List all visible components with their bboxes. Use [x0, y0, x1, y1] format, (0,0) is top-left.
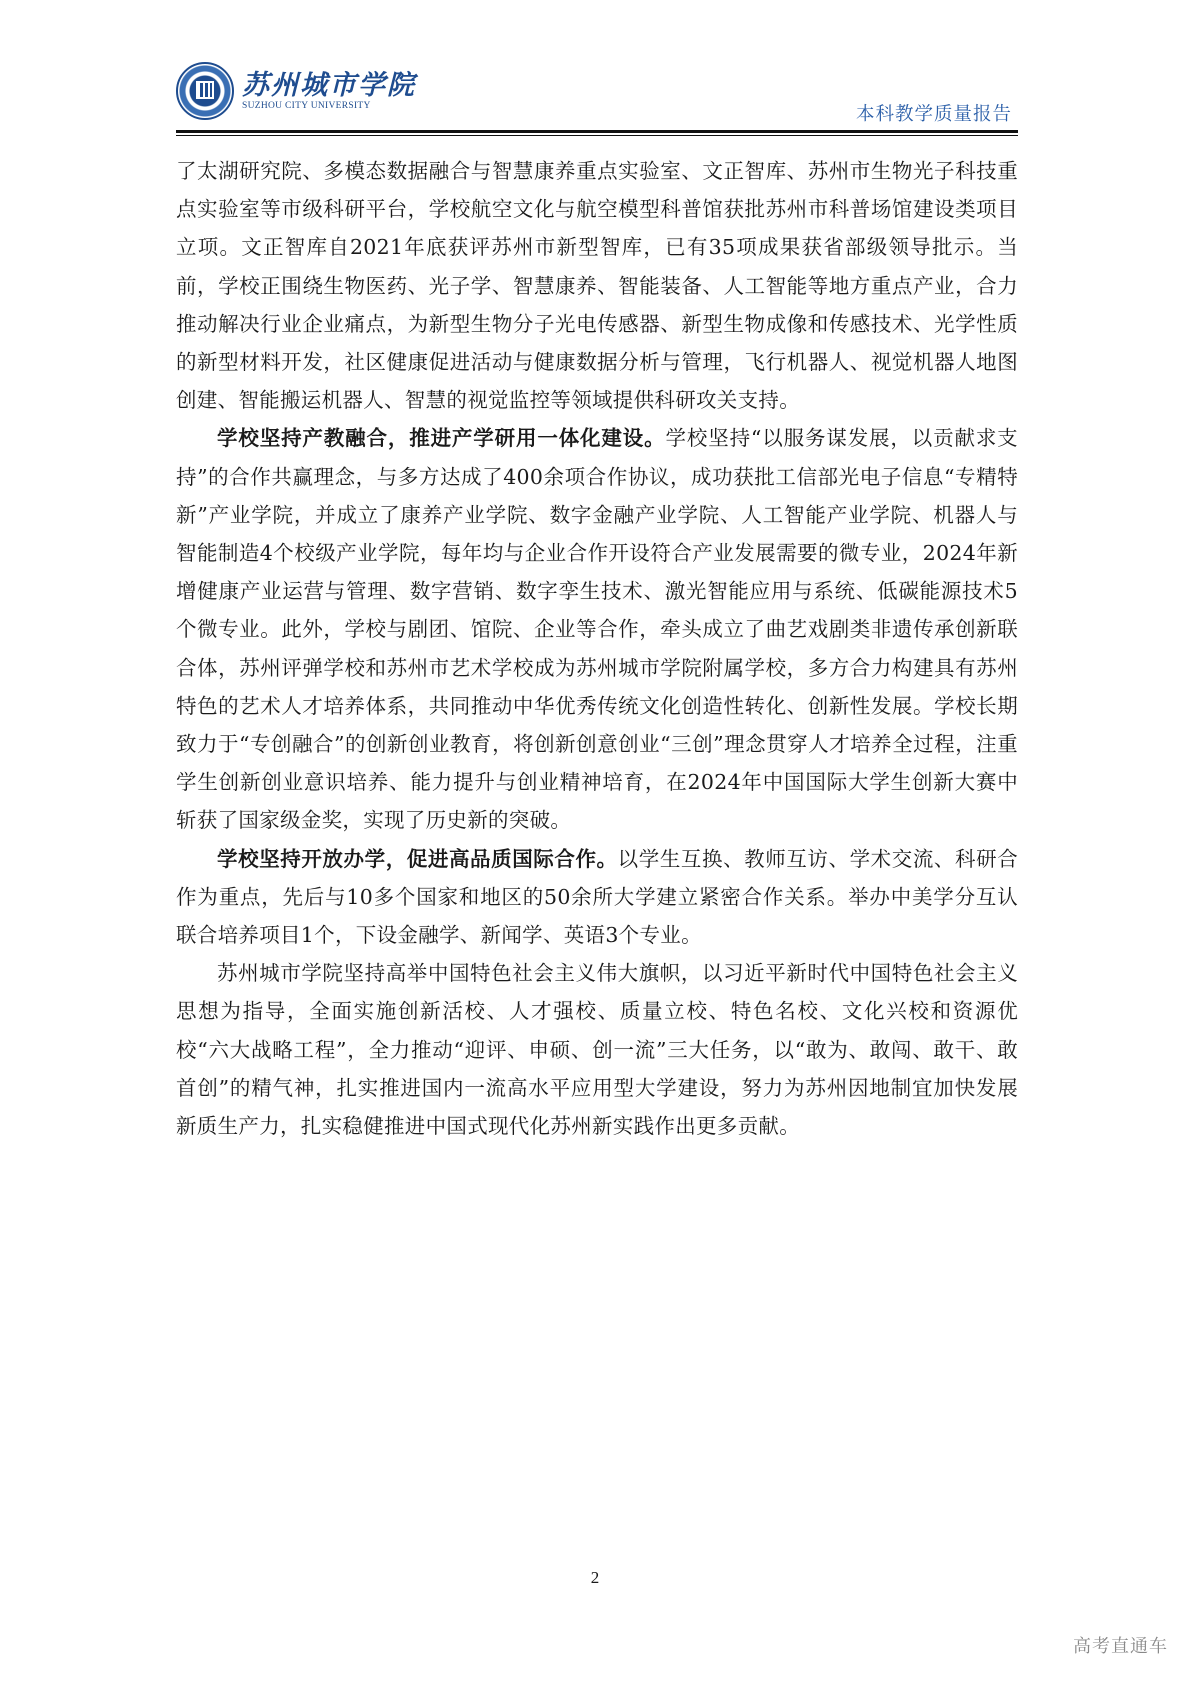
- paragraph-industry-education: [176, 419, 1018, 839]
- paragraph-text: 以学生互换、教师互访、学术交流、科研合作为重点，先后与10多个国家和地区的50余所大学建立紧密合作关系。举办中美学分互认联合培养项目1个，下设金融学、新闻学、英语3个专业。: [176, 846, 1018, 948]
- paragraph-text: 了太湖研究院、多模态数据融合与智慧康养重点实验室、文正智库、苏州市生物光子科技重点实验室等市级科研平台，学校航空文化与航空模型科普馆获批苏州市科普场馆建设类项目立项。文正智库自2021年底获评苏州市新型智库，已有35项成果获省部级领导批示。当前，学校正围绕生物医药、光子学、智慧康养、智能装备、人工智能等地方重点产业，合力推动解决行业企业痛点，为新型生物分子光电传感器、新型生物成像和传感技术、光学性质的新型材料开发，社区健康促进活动与健康数据分析与管理，飞行机器人、视觉机器人地图创建、智能搬运机器人、智慧的视觉监控等领域提供科研攻关支持。: [176, 159, 1018, 413]
- header-rule-thin: [176, 135, 1018, 136]
- paragraph-text: 苏州城市学院坚持高举中国特色社会主义伟大旗帜，以习近平新时代中国特色社会主义思想为指导，全面实施创新活校、人才强校、质量立校、特色名校、文化兴校和资源优校“六大战略工程”，全力推动“迎评、申硕、创一流”三大任务，以“敢为、敢闯、敢干、敢首创”的精气神，扎实推进国内一流高水平应用型大学建设，努力为苏州因地制宜加快发展新质生产力，扎实稳健推进中国式现代化苏州新实践作出更多贡献。: [176, 961, 1018, 1139]
- paragraph-lead-heading: 学校坚持开放办学，促进高品质国际合作。: [217, 846, 618, 871]
- paragraph-international-cooperation: [176, 840, 1018, 955]
- paragraph-conclusion: [176, 954, 1018, 1145]
- watermark: 高考直通车: [1073, 1636, 1168, 1657]
- page-number: 2: [590, 1568, 600, 1587]
- logo-chinese-name: 苏州城市学院: [242, 69, 416, 101]
- report-title: 本科教学质量报告: [855, 104, 1012, 125]
- paragraph-research-platforms: [176, 152, 1018, 419]
- logo-english-name: SUZHOU CITY UNIVERSITY: [242, 100, 371, 111]
- paragraph-text: 学校坚持“以服务谋发展，以贡献求支持”的合作共赢理念，与多方达成了400余项合作协议，成功获批工信部光电子信息“专精特新”产业学院，并成立了康养产业学院、数字金融产业学院、人工智能产业学院、机器人与智能制造4个校级产业学院，每年均与企业合作开设符合产业发展需要的微专业，2024年新增健康产业运营与管理、数字营销、数字孪生技术、激光智能应用与系统、低碳能源技术5个微专业。此外，学校与剧团、馆院、企业等合作，牵头成立了曲艺戏剧类非遗传承创新联合体，苏州评弹学校和苏州市艺术学校成为苏州城市学院附属学校，多方合力构建具有苏州特色的艺术人才培养体系，共同推动中华优秀传统文化创造性转化、创新性发展。学校长期致力于“专创融合”的创新创业教育，将创新创意创业“三创”理念贯穿人才培养全过程，注重学生创新创业意识培养、能力提升与创业精神培育，在2024年中国国际大学生创新大赛中斩获了国家级金奖，实现了历史新的突破。: [176, 426, 1018, 833]
- university-logo: [176, 62, 416, 120]
- header-rule-thick: [176, 130, 1018, 133]
- university-seal-icon: [176, 62, 234, 120]
- document-body: [176, 152, 1018, 1145]
- paragraph-lead-heading: 学校坚持产教融合，推进产学研用一体化建设。: [217, 426, 666, 451]
- logo-text: [242, 71, 416, 112]
- page-header: [176, 58, 1018, 138]
